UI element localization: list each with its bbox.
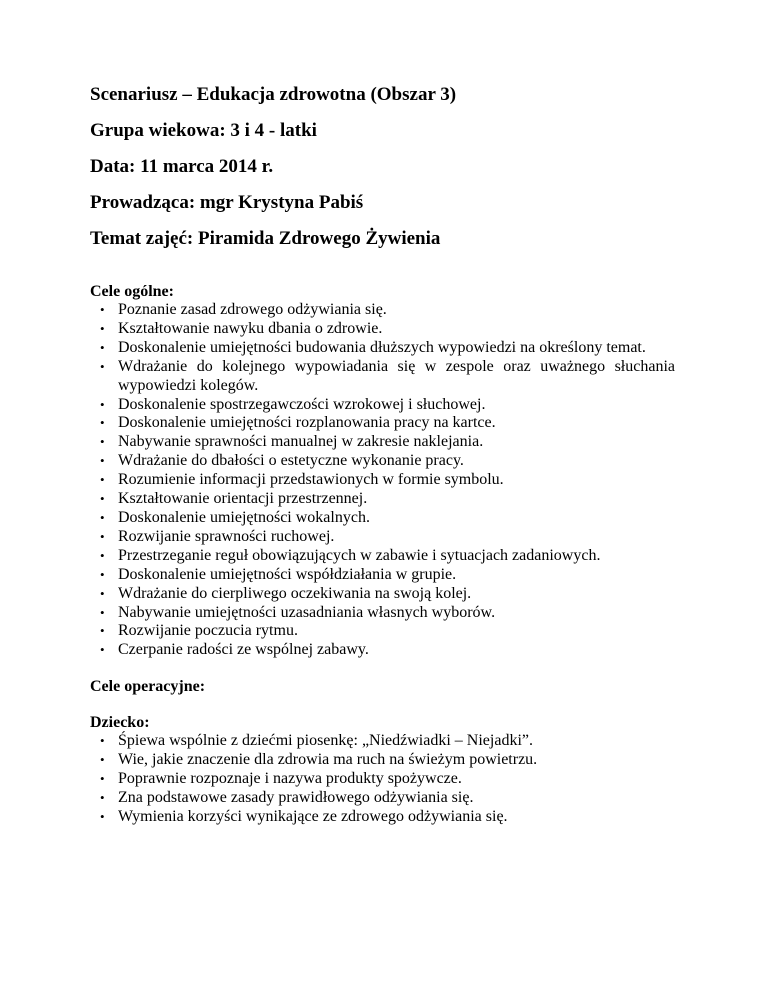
bullet-icon: • — [100, 789, 105, 805]
list-item — [90, 433, 675, 452]
general-goals-list — [90, 301, 675, 660]
list-item — [90, 770, 675, 789]
list-item — [90, 490, 675, 509]
list-item-text: Zna podstawowe zasady prawidłowego odżywiania się. — [118, 788, 474, 806]
age-group: Grupa wiekowa: 3 i 4 - latki — [90, 120, 317, 141]
list-item — [90, 751, 675, 770]
list-item — [90, 566, 675, 585]
list-item-text: Poznanie zasad zdrowego odżywiania się. — [118, 301, 387, 318]
list-item — [90, 414, 675, 433]
bullet-icon: • — [100, 302, 105, 317]
list-item — [90, 301, 675, 320]
child-section-title: Dziecko: — [90, 714, 150, 732]
list-item — [90, 471, 675, 490]
list-item-text: Doskonalenie umiejętności rozplanowania pracy na kartce. — [118, 414, 496, 432]
bullet-icon: • — [100, 472, 105, 488]
bullet-icon: • — [100, 808, 105, 824]
scenario-title: Scenariusz – Edukacja zdrowotna (Obszar 3) — [90, 84, 457, 105]
list-item — [90, 789, 675, 808]
operational-goals-title: Cele operacyjne: — [90, 678, 206, 696]
bullet-icon: • — [100, 339, 105, 355]
list-item — [90, 339, 675, 358]
bullet-icon: • — [100, 623, 105, 639]
list-item — [90, 585, 675, 604]
list-item-text: Rozwijanie sprawności ruchowej. — [118, 527, 335, 545]
list-item — [90, 808, 675, 827]
bullet-icon: • — [100, 771, 105, 787]
bullet-icon: • — [100, 547, 105, 563]
list-item-text: Nabywanie umiejętności uzasadniania własnych wyborów. — [118, 603, 496, 621]
list-item-text: Przestrzeganie reguł obowiązujących w zabawie i sytuacjach zadaniowych. — [118, 546, 601, 564]
bullet-icon: • — [100, 491, 105, 507]
list-item-text: Kształtowanie orientacji przestrzennej. — [118, 490, 368, 508]
list-item — [90, 622, 675, 641]
bullet-icon: • — [100, 733, 105, 749]
list-item-text: Wie, jakie znaczenie dla zdrowia ma ruch na świeżym powietrzu. — [118, 751, 538, 769]
list-item — [90, 641, 675, 660]
list-item-text: Wdrażanie do cierpliwego oczekiwania na swoją kolej. — [118, 584, 472, 602]
child-goals-list — [90, 732, 675, 827]
list-item-text: Wdrażanie do dbałości o estetyczne wykonanie pracy. — [118, 452, 464, 470]
bullet-icon: • — [100, 358, 105, 374]
list-item — [90, 528, 675, 547]
list-item-text: Poprawnie rozpoznaje i nazywa produkty spożywcze. — [118, 770, 462, 788]
list-item-text: Kształtowanie nawyku dbania o zdrowie. — [118, 319, 383, 337]
list-item — [90, 604, 675, 623]
bullet-icon: • — [100, 752, 105, 768]
list-item — [90, 732, 675, 751]
list-item-text: Doskonalenie umiejętności współdziałania w grupie. — [118, 565, 457, 583]
list-item — [90, 320, 675, 339]
list-item-text: Doskonalenie umiejętności wokalnych. — [118, 508, 370, 526]
list-item — [90, 396, 675, 415]
bullet-icon: • — [100, 509, 105, 525]
lesson-date: Data: 11 marca 2014 r. — [90, 156, 274, 177]
list-item — [90, 358, 675, 396]
list-item-text: Rozumienie informacji przedstawionych w formie symbolu. — [118, 471, 504, 489]
general-goals-title: Cele ogólne: — [90, 283, 174, 300]
bullet-icon: • — [100, 320, 105, 336]
bullet-icon: • — [100, 528, 105, 544]
list-item-text: Doskonalenie umiejętności budowania dłuższych wypowiedzi na określony temat. — [118, 338, 646, 356]
list-item-text: Rozwijanie poczucia rytmu. — [118, 622, 298, 640]
list-item-text: Doskonalenie spostrzegawczości wzrokowej i słuchowej. — [118, 395, 486, 413]
bullet-icon: • — [100, 604, 105, 620]
bullet-icon: • — [100, 585, 105, 601]
bullet-icon: • — [100, 396, 105, 412]
bullet-icon: • — [100, 415, 105, 431]
list-item-text: Wdrażanie do kolejnego wypowiadania się w zespole oraz uważnego słuchania wypowiedzi kolegów. — [118, 357, 675, 394]
bullet-icon: • — [100, 434, 105, 450]
list-item-text: Wymienia korzyści wynikające ze zdrowego odżywiania się. — [118, 807, 508, 825]
document-page — [90, 84, 675, 827]
list-item — [90, 452, 675, 471]
teacher-name: Prowadząca: mgr Krystyna Pabiś — [90, 192, 364, 213]
list-item — [90, 547, 675, 566]
list-item-text: Czerpanie radości ze wspólnej zabawy. — [118, 641, 369, 659]
list-item-text: Nabywanie sprawności manualnej w zakresie naklejania. — [118, 433, 484, 451]
list-item-text: Śpiewa wspólnie z dziećmi piosenkę: „Niedźwiadki – Niejadki”. — [118, 732, 533, 750]
bullet-icon: • — [100, 566, 105, 582]
bullet-icon: • — [100, 453, 105, 469]
bullet-icon: • — [100, 642, 105, 658]
lesson-topic: Temat zajęć: Piramida Zdrowego Żywienia — [90, 228, 441, 249]
list-item — [90, 509, 675, 528]
